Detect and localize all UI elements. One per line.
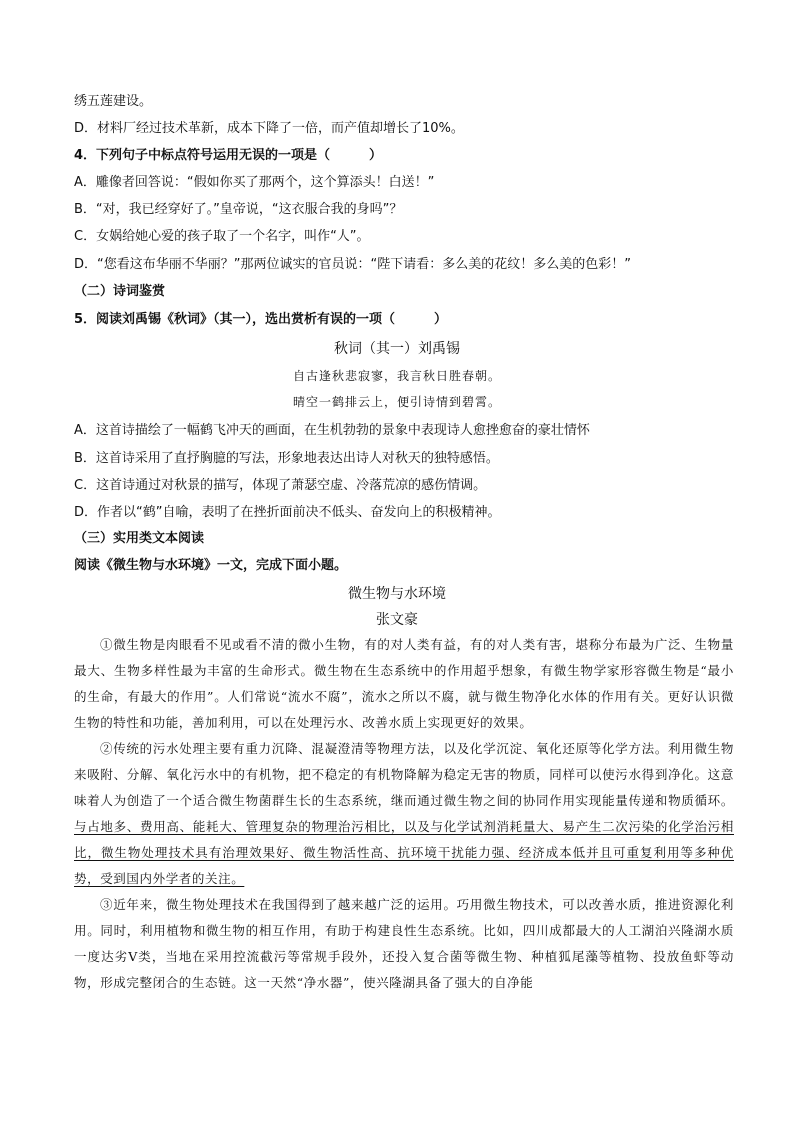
- section-heading-poetry: （二）诗词鉴赏: [74, 284, 166, 299]
- q4-option-a: A．雕像者回答说：“假如你买了那两个，这个算添头！白送！”: [74, 175, 435, 190]
- paragraph-2-text: ②传统的污水处理主要有重力沉降、混凝澄清等物理方法，以及化学沉淀、氧化还原等化学方法。利用微生物来吸附、分解、氧化污水中的有机物，把不稳定的有机物降解为稳定无害的物质，同样可以使污水得到净化。这意味着人为创造了一个适合微生物菌群生长的生态系统，继而通过微生物之间的协同作用实现能量传递和物质循环。: [74, 741, 734, 808]
- poem-line-1: 自古逢秋悲寂寥，我言秋日胜春朝。: [292, 369, 501, 383]
- q5-option-d: D．作者以“鹤”自喻，表明了在挫折面前决不低头、奋发向上的积极精神。: [74, 505, 501, 520]
- poem-line-2: 晴空一鹤排云上，便引诗情到碧霄。: [292, 395, 501, 409]
- section-heading-practical: （三）实用类文本阅读: [74, 531, 205, 546]
- option-d-line: D．材料厂经过技术革新，成本下降了一倍，而产值却增长了10%。: [74, 121, 464, 136]
- article-paragraph-1: ①微生物是肉眼看不见或看不清的微小生物，有的对人类有益，有的对人类有害，堪称分布最为广泛、生物量最大、生物多样性最为丰富的生命形式。微生物在生态系统中的作用超乎想象，有微生物学家形容微生物是“最小的生命，有最大的作用”。人们常说“流水不腐”，流水之所以不腐，就与微生物净化水体的作用有关。更好认识微生物的特性和功能，善加利用，可以在处理污水、改善水质上实现更好的效果。: [74, 637, 734, 730]
- underlined-sentence: 与占地多、费用高、能耗大、管理复杂的物理治污相比，以及与化学试剂消耗量大、易产生二次污染的化学治污相比，微生物处理技术具有治理效果好、微生物活性高、抗环境干扰能力强、经济成本低并且可重复利用等多种优势，受到国内外学者的关注。: [74, 819, 734, 886]
- question-5: 5．阅读刘禹锡《秋词》（其一），选出赏析有误的一项（ ）: [74, 312, 448, 327]
- article-paragraph-3: ③近年来，微生物处理技术在我国得到了越来越广泛的运用。巧用微生物技术，可以改善水质，推进资源化利用。同时，利用植物和微生物的相互作用，有助于构建良性生态系统。比如，四川成都最大的人工湖泊兴隆湖水质一度达劣Ⅴ类，当地在采用控流截污等常规手段外，还投入复合菌等微生物、种植狐尾藻等植物、投放鱼虾等动物，形成完整闭合的生态链。这一天然“净水器”，使兴隆湖具备了强大的自净能: [74, 897, 734, 990]
- q4-option-d: D．“您看这布华丽不华丽？”那两位诚实的官员说：“陛下请看：多么美的花纹！多么美的色彩！”: [74, 257, 631, 272]
- q5-option-a: A．这首诗描绘了一幅鹤飞冲天的画面，在生机勃勃的景象中表现诗人愈挫愈奋的豪壮情怀: [74, 423, 590, 438]
- q4-option-c: C．女娲给她心爱的孩子取了一个名字，叫作“人”。: [74, 229, 370, 244]
- q5-option-c: C．这首诗通过对秋景的描写，体现了萧瑟空虚、冷落荒凉的感伤情调。: [74, 478, 487, 493]
- article-paragraph-2: [74, 736, 734, 892]
- q5-option-b: B．这首诗采用了直抒胸臆的写法，形象地表达出诗人对秋天的独特感悟。: [74, 451, 499, 466]
- q4-option-b: B．“对，我已经穿好了。”皇帝说，“这衣服合我的身吗”？: [74, 202, 403, 217]
- text-line: 绣五莲建设。: [74, 94, 153, 109]
- poem-title: 秋词（其一）刘禹锡: [334, 341, 460, 357]
- reading-instruction: 阅读《微生物与水环境》一文，完成下面小题。: [74, 558, 348, 573]
- article-author: 张文豪: [376, 612, 418, 628]
- question-4: 4．下列句子中标点符号运用无误的一项是（ ）: [74, 148, 383, 163]
- article-title: 微生物与水环境: [348, 586, 446, 602]
- article-body: [74, 632, 734, 996]
